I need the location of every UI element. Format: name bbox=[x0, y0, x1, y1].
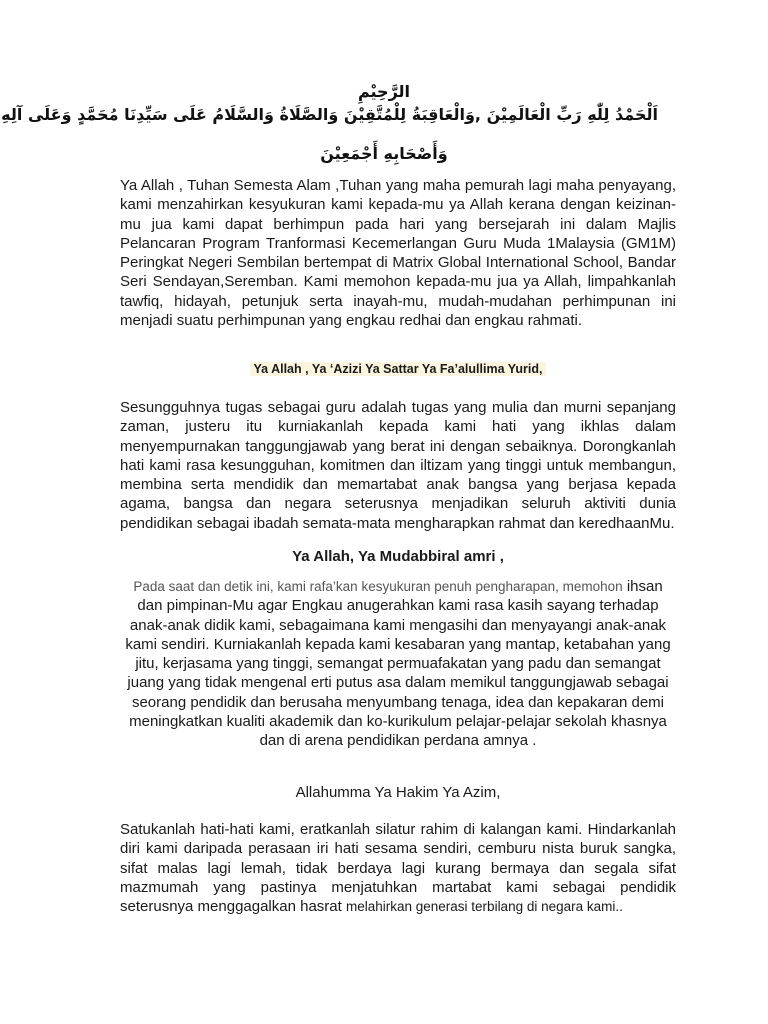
arabic-opening-line-1: اَلْحَمْدُ لِلّٰهِ رَبِّ الْعَالَمِيْنَ ,وَالْعَاقِبَةُ لِلْمُتَّقِيْنَ وَالصَّلَاةُ وَالسَّلَامُ عَلَى سَيِّدِنَا مُحَمَّدٍ وَعَلَى آلِهِ bbox=[1, 105, 658, 124]
arabic-basmalah-end: الرَّحِيْمِ bbox=[357, 82, 411, 101]
paragraph-gratitude-first-line: Pada saat dan detik ini, kami rafa’kan kesyukuran penuh pengharapan, memohon bbox=[133, 579, 623, 594]
paragraph-unity bbox=[120, 820, 676, 916]
paragraph-teacher-duty: Sesungguhnya tugas sebagai guru adalah tugas yang mulia dan murni sepanjang zaman, justeru itu kurniakanlah kepada kami hati yang ikhlas dalam menyempurnakan tanggungjawab yang berat ini dengan sebaiknya. Dorongkanlah hati kami rasa kesungguhan, komitmen dan iltizam yang tinggi untuk membangun, membina serta mendidik dan memartabat anak bangsa yang berjasa kepada agama, bangsa dan negara seterusnya menjadikan seluruh aktiviti dunia pendidikan sebagai ibadah semata-mata mengharapkan rahmat dan keredhaanMu. bbox=[120, 399, 676, 532]
arabic-opening-line-2: وَأَصْحَابِهِ أَجْمَعِيْنَ bbox=[320, 144, 448, 163]
paragraph-gratitude-rest: ihsan dan pimpinan-Mu agar Engkau anugerahkan kami rasa kasih sayang terhadap anak-anak didik kami, sebagaimana kami mengasihi dan menyayangi anak-anak kami sendiri. Kurniakanlah kepada kami kesabaran yang mantap, ketabahan yang jitu, kerjasama yang tinggi, semangat permuafakatan yang padu dan semangat juang yang tidak mengenal erti putus asa dalam memikul tanggungjawab sebagai seorang pendidik dan berusaha menyumbang tenaga, idea dan kepakaran demi meningkatkan kualiti akademik dan ko-kurikulum pelajar-pelajar sekolah khasnya dan di arena pendidikan perdana amnya . bbox=[125, 578, 671, 750]
paragraph-unity-main: Satukanlah hati-hati kami, eratkanlah silatur rahim di kalangan kami. Hindarkanlah diri kami daripada perasaan iri hati sesama sendiri, cemburu nista buruk sangka, sifat malas lagi lemah, tidak berdaya lagi kurang bermaya dan segala sifat mazmumah yang pastinya menjatuhkan martabat kami sebagai pendidik seterusnya menggagalkan hasrat bbox=[120, 821, 676, 916]
heading-ya-allah-ya-azizi bbox=[120, 360, 676, 378]
heading-allahumma-ya-hakim: Allahumma Ya Hakim Ya Azim, bbox=[295, 784, 501, 801]
paragraph-gratitude bbox=[120, 577, 676, 751]
heading-ya-allah-ya-azizi-text: Ya Allah , Ya ‘Azizi Ya Sattar Ya Fa’alullima Yurid, bbox=[250, 362, 545, 376]
paragraph-unity-tail: melahirkan generasi terbilang di negara kami.. bbox=[345, 899, 623, 915]
heading-ya-mudabbiral-amri: Ya Allah, Ya Mudabbiral amri , bbox=[292, 548, 504, 565]
paragraph-opening-prayer: Ya Allah , Tuhan Semesta Alam ,Tuhan yang maha pemurah lagi maha penyayang, kami menzahirkan kesyukuran kami kepada-mu ya Allah kerana dengan keizinan-mu jua kami dapat berhimpun pada hari yang bersejarah ini dalam Majlis Pelancaran Program Tranformasi Kecemerlangan Guru Muda 1Malaysia (GM1M) Peringkat Negeri Sembilan bertempat di Matrix Global International School, Bandar Seri Sendayan,Seremban. Kami memohon kepada-mu jua ya Allah, limpahkanlah tawfiq, hidayah, petunjuk serta inayah-mu, mudah-mudahan perhimpunan ini menjadi suatu perhimpunan yang engkau redhai dan engkau rahmati. bbox=[120, 177, 676, 330]
